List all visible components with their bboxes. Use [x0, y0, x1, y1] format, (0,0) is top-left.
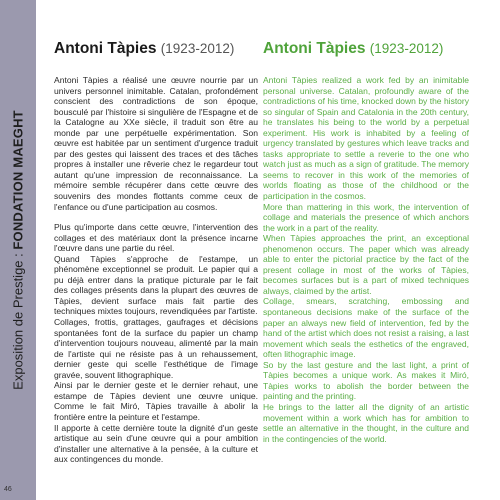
french-body [54, 75, 258, 465]
french-paragraph: Plus qu'importe dans cette œuvre, l'intervention des collages et des matériaux dont la présence incarne l'œuvre dans une partie du réel. [54, 222, 258, 254]
french-paragraph: Antoni Tàpies a réalisé une œuvre nourrie par un univers personnel inimitable. Catalan, profondément conscient des contradictions de son époque, bousculé par l'histoire si singulière de l'Espagne et de la Catalogne au XXe siècle, il traduit son être au monde par une perpétuelle expérimentation. Son œuvre est habitée par un sentiment d'urgence traduit par des gestes qui laissent des traces et des tâches propres à installer une rêverie chez le regardeur tout autant qu'une impression de reconnaissance. La mémoire semble récupérer dans cette œuvre des souvenirs des mondes flottants comme ceux de l'enfance ou d'une participation au cosmos. [54, 75, 258, 212]
english-column [263, 40, 469, 444]
french-paragraph: Il apporte à cette dernière toute la dignité d'un geste artistique au sein d'une œuvre qui a pour ambition d'installer une alternative à la pensée, à la culture et aux contingences du monde. [54, 422, 258, 465]
exhibition-label [11, 110, 26, 390]
french-title-name: Antoni Tàpies [54, 40, 157, 57]
french-column [54, 40, 258, 465]
english-paragraph: Antoni Tàpies realized a work fed by an inimitable personal universe. Catalan, profoundly aware of the contradictions of his time, knocked down by the history so singular of Spain and Catalonia in the 20th century, he translates his being to the world by a perpetual experiment. His work is inhabited by a feeling of urgency translated by gestures which leave tracks and tasks appropriate to settle a reverie to the one who watch just as much as a sign of gratitude. The memory seems to recover in this work of the memories of worlds floating as those of the childhood or the participation in the cosmos. [263, 75, 469, 202]
english-paragraph: When Tàpies approaches the print, an exceptional phenomenon occurs. The paper which was already able to enter the pictorial practice by the fact of the present collage in most of the works of Tàpies, becomes surfaces but is a part of mixed techniques always, claimed by the artist. [263, 233, 469, 296]
english-title [263, 40, 469, 58]
page-number: 46 [4, 486, 12, 493]
french-paragraph: Collages, frottis, grattages, gaufrages et décisions spontanées font de la surface du papier un champ d'intervention toujours nouveau, alimenté par la main de l'artiste qui ne résiste pas à un rehaussement, dernier geste qui scelle l'esthétique de l'image gravée, souvent lithographique. [54, 317, 258, 380]
french-title [54, 40, 258, 58]
french-title-dates: (1923-2012) [160, 41, 235, 56]
exhibition-label-foundation: FONDATION MAEGHT [10, 110, 26, 250]
sidebar-band [0, 0, 36, 500]
english-paragraph: He brings to the latter all the dignity of an artistic movement within a work which has for ambition to settle an alternative in the thought, in the culture and in the contingencies of the world. [263, 401, 469, 444]
english-title-name: Antoni Tàpies [263, 40, 366, 57]
french-paragraph: Quand Tàpies s'approche de l'estampe, un phénomène exceptionnel se produit. Le papier qui a pu déjà entrer dans la pratique picturale par le fait des collages présents dans la plupart des œuvres de Tàpies, devient surface mais fait partie des techniques mixtes toujours, revendiquées par l'artiste. [54, 253, 258, 317]
french-paragraph: Ainsi par le dernier geste et le dernier rehaut, une estampe de Tàpies devient une œuvre unique. Comme le fait Miró, Tàpies travaille à abolir la frontière entre la peinture et l'estampe. [54, 380, 258, 422]
english-paragraph: So by the last gesture and the last light, a print of Tàpies becomes a unique work. As makes it Miró, Tàpies works to abolish the border between the painting and the printing. [263, 359, 469, 402]
exhibition-label-prefix: Exposition de Prestige : [10, 249, 26, 390]
english-paragraph: More than mattering in this work, the intervention of collage and materials the presence of which anchors the work in a part of the reality. [263, 201, 469, 233]
english-title-dates: (1923-2012) [369, 41, 444, 56]
english-body [263, 75, 469, 444]
english-paragraph: Collage, smears, scratching, embossing and spontaneous decisions make of the surface of the paper an always new field of intervention, fed by the hand of the artist which does not resist a raising, a last movement which seals the esthetics of the engraved, often lithographic image. [263, 296, 469, 360]
